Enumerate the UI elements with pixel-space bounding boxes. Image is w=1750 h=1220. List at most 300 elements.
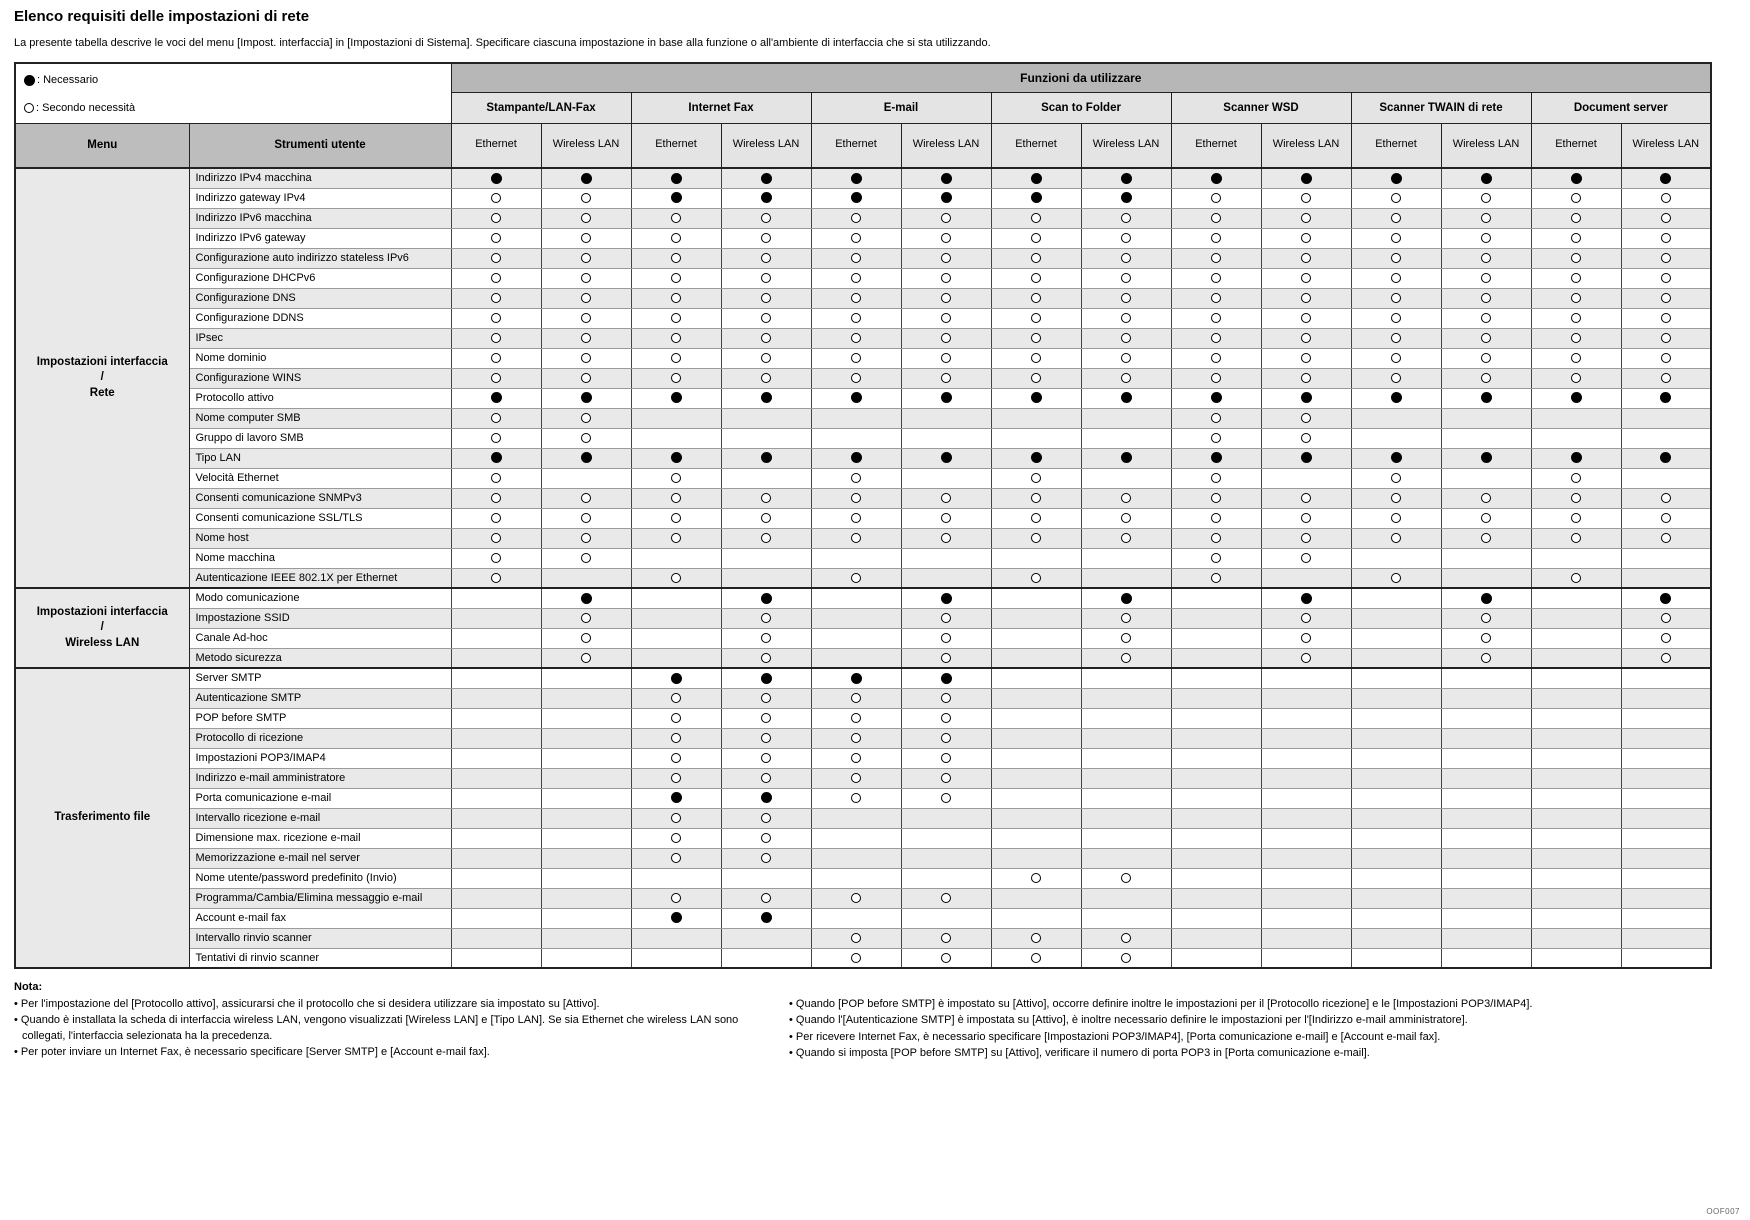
- requirement-cell: [1081, 488, 1171, 508]
- requirement-cell: [1531, 508, 1621, 528]
- required-dot: [761, 173, 772, 184]
- as-needed-dot: [1211, 433, 1221, 443]
- requirement-cell: [1261, 288, 1351, 308]
- as-needed-dot: [761, 633, 771, 643]
- requirement-cell: [721, 328, 811, 348]
- requirement-cell: [631, 228, 721, 248]
- as-needed-dot: [761, 853, 771, 863]
- requirement-cell: [1621, 568, 1711, 588]
- requirement-cell: [1441, 468, 1531, 488]
- requirement-cell: [1081, 888, 1171, 908]
- requirement-cell: [1531, 888, 1621, 908]
- table-row: [15, 688, 1711, 708]
- table-row: [15, 588, 1711, 608]
- requirement-cell: [1261, 788, 1351, 808]
- requirement-cell: [1621, 468, 1711, 488]
- as-needed-dot: [1661, 273, 1671, 283]
- as-needed-dot: [1301, 493, 1311, 503]
- requirement-cell: [901, 348, 991, 368]
- setting-label: Autenticazione SMTP: [189, 688, 451, 708]
- requirement-cell: [541, 948, 631, 968]
- as-needed-dot: [1571, 533, 1581, 543]
- as-needed-dot: [1031, 373, 1041, 383]
- requirement-cell: [901, 908, 991, 928]
- requirement-cell: [991, 528, 1081, 548]
- requirement-cell: [991, 268, 1081, 288]
- requirement-cell: [901, 488, 991, 508]
- requirement-cell: [541, 588, 631, 608]
- as-needed-dot: [671, 853, 681, 863]
- requirement-cell: [1351, 768, 1441, 788]
- required-dot: [761, 192, 772, 203]
- requirement-cell: [1531, 668, 1621, 688]
- as-needed-dot: [1301, 433, 1311, 443]
- requirement-cell: [1621, 888, 1711, 908]
- as-needed-dot: [851, 793, 861, 803]
- setting-label: Gruppo di lavoro SMB: [189, 428, 451, 448]
- as-needed-dot: [581, 533, 591, 543]
- required-dot: [671, 192, 682, 203]
- as-needed-dot: [491, 193, 501, 203]
- requirement-cell: [1351, 168, 1441, 188]
- as-needed-dot: [671, 473, 681, 483]
- required-dot: [24, 75, 35, 86]
- as-needed-dot: [761, 353, 771, 363]
- requirement-cell: [1351, 208, 1441, 228]
- table-row: [15, 928, 1711, 948]
- as-needed-dot: [761, 533, 771, 543]
- requirement-cell: [1621, 408, 1711, 428]
- requirement-cell: [901, 508, 991, 528]
- as-needed-dot: [491, 573, 501, 583]
- requirement-cell: [1531, 908, 1621, 928]
- requirement-cell: [811, 848, 901, 868]
- requirement-cell: [1351, 388, 1441, 408]
- as-needed-dot: [941, 933, 951, 943]
- requirement-cell: [811, 308, 901, 328]
- requirement-cell: [721, 688, 811, 708]
- requirement-cell: [1171, 648, 1261, 668]
- requirement-cell: [1081, 208, 1171, 228]
- as-needed-dot: [1211, 213, 1221, 223]
- as-needed-dot: [1391, 193, 1401, 203]
- requirement-cell: [541, 368, 631, 388]
- as-needed-dot: [761, 233, 771, 243]
- requirement-cell: [1171, 408, 1261, 428]
- requirement-cell: [1171, 168, 1261, 188]
- as-needed-dot: [1121, 233, 1131, 243]
- requirement-cell: [901, 328, 991, 348]
- as-needed-dot: [581, 513, 591, 523]
- requirement-cell: [1531, 728, 1621, 748]
- as-needed-dot: [1031, 293, 1041, 303]
- requirement-cell: [1621, 508, 1711, 528]
- requirement-cell: [631, 608, 721, 628]
- as-needed-dot: [671, 333, 681, 343]
- as-needed-dot: [1121, 873, 1131, 883]
- requirement-cell: [631, 948, 721, 968]
- functions-header: Funzioni da utilizzare: [451, 63, 1711, 92]
- requirement-cell: [1441, 828, 1531, 848]
- as-needed-dot: [1301, 313, 1311, 323]
- requirement-cell: [901, 568, 991, 588]
- requirement-cell: [811, 888, 901, 908]
- requirement-cell: [1441, 368, 1531, 388]
- requirement-cell: [721, 948, 811, 968]
- requirement-cell: [1531, 188, 1621, 208]
- as-needed-dot: [851, 353, 861, 363]
- as-needed-dot: [581, 233, 591, 243]
- requirement-cell: [721, 388, 811, 408]
- requirement-cell: [1621, 708, 1711, 728]
- requirement-cell: [1441, 308, 1531, 328]
- requirement-cell: [1351, 268, 1441, 288]
- requirement-cell: [1081, 468, 1171, 488]
- requirement-cell: [1531, 648, 1621, 668]
- requirement-cell: [901, 448, 991, 468]
- as-needed-dot: [1121, 273, 1131, 283]
- requirement-cell: [991, 808, 1081, 828]
- requirement-cell: [1351, 888, 1441, 908]
- setting-label: Indirizzo gateway IPv4: [189, 188, 451, 208]
- requirement-cell: [1441, 648, 1531, 668]
- requirement-cell: [1531, 268, 1621, 288]
- as-needed-dot: [581, 553, 591, 563]
- requirement-cell: [631, 728, 721, 748]
- table-row: [15, 368, 1711, 388]
- requirement-cell: [1621, 728, 1711, 748]
- as-needed-dot: [1571, 373, 1581, 383]
- as-needed-dot: [1571, 293, 1581, 303]
- as-needed-dot: [761, 293, 771, 303]
- as-needed-dot: [581, 253, 591, 263]
- requirement-cell: [1621, 688, 1711, 708]
- as-needed-dot: [491, 493, 501, 503]
- subcolumn-header-row: [15, 123, 1711, 168]
- ethernet-column-header: Ethernet: [451, 123, 541, 168]
- as-needed-dot: [1121, 633, 1131, 643]
- legend: [24, 66, 135, 122]
- setting-label: Memorizzazione e-mail nel server: [189, 848, 451, 868]
- requirement-cell: [1441, 168, 1531, 188]
- requirement-cell: [901, 168, 991, 188]
- setting-label: Tipo LAN: [189, 448, 451, 468]
- setting-label: Nome dominio: [189, 348, 451, 368]
- requirement-cell: [1081, 268, 1171, 288]
- requirement-cell: [721, 168, 811, 188]
- requirement-cell: [1621, 208, 1711, 228]
- as-needed-dot: [941, 293, 951, 303]
- network-settings-requirements-table: [14, 62, 1712, 969]
- requirement-cell: [991, 368, 1081, 388]
- requirement-cell: [1621, 268, 1711, 288]
- requirement-cell: [1441, 688, 1531, 708]
- setting-label: Nome host: [189, 528, 451, 548]
- wireless-lan-column-header: Wireless LAN: [901, 123, 991, 168]
- requirement-cell: [1621, 948, 1711, 968]
- setting-label: Protocollo attivo: [189, 388, 451, 408]
- requirement-cell: [451, 808, 541, 828]
- as-needed-dot: [1391, 253, 1401, 263]
- as-needed-dot: [1301, 533, 1311, 543]
- requirement-cell: [1261, 688, 1351, 708]
- requirement-cell: [1171, 268, 1261, 288]
- requirement-cell: [1351, 528, 1441, 548]
- as-needed-dot: [851, 693, 861, 703]
- requirement-cell: [541, 468, 631, 488]
- wireless-lan-column-header: Wireless LAN: [541, 123, 631, 168]
- requirement-cell: [1171, 368, 1261, 388]
- as-needed-dot: [1301, 353, 1311, 363]
- requirement-cell: [901, 188, 991, 208]
- table-row: [15, 768, 1711, 788]
- requirement-cell: [541, 188, 631, 208]
- requirement-cell: [1081, 568, 1171, 588]
- as-needed-dot: [581, 353, 591, 363]
- requirement-cell: [631, 708, 721, 728]
- requirement-cell: [631, 868, 721, 888]
- required-dot: [1301, 593, 1312, 604]
- requirement-cell: [721, 608, 811, 628]
- requirement-cell: [541, 348, 631, 368]
- requirement-cell: [721, 588, 811, 608]
- notes-heading: Nota:: [14, 981, 43, 993]
- as-needed-dot: [851, 933, 861, 943]
- requirement-cell: [1171, 568, 1261, 588]
- as-needed-dot: [1571, 333, 1581, 343]
- requirement-cell: [991, 288, 1081, 308]
- as-needed-dot: [1031, 933, 1041, 943]
- required-dot: [761, 792, 772, 803]
- requirement-cell: [541, 928, 631, 948]
- requirement-cell: [721, 668, 811, 688]
- requirement-cell: [1621, 368, 1711, 388]
- table-row: [15, 328, 1711, 348]
- requirement-cell: [1261, 668, 1351, 688]
- requirement-cell: [541, 168, 631, 188]
- as-needed-dot: [1301, 273, 1311, 283]
- notes-left-column: [14, 980, 789, 1062]
- requirement-cell: [1261, 228, 1351, 248]
- requirement-cell: [811, 228, 901, 248]
- as-needed-dot: [491, 273, 501, 283]
- requirement-cell: [1441, 848, 1531, 868]
- requirement-cell: [1621, 228, 1711, 248]
- as-needed-dot: [671, 573, 681, 583]
- requirement-cell: [1081, 368, 1171, 388]
- as-needed-dot: [1661, 533, 1671, 543]
- requirement-cell: [1441, 408, 1531, 428]
- as-needed-dot: [671, 513, 681, 523]
- as-needed-dot: [761, 693, 771, 703]
- requirement-cell: [1081, 868, 1171, 888]
- as-needed-dot: [761, 833, 771, 843]
- requirement-cell: [991, 768, 1081, 788]
- requirement-cell: [991, 608, 1081, 628]
- requirement-cell: [1171, 548, 1261, 568]
- setting-label: Consenti comunicazione SSL/TLS: [189, 508, 451, 528]
- required-dot: [941, 173, 952, 184]
- requirement-cell: [1351, 908, 1441, 928]
- requirement-cell: [451, 708, 541, 728]
- requirement-cell: [811, 828, 901, 848]
- requirement-cell: [811, 668, 901, 688]
- required-dot: [1121, 593, 1132, 604]
- table-row: [15, 408, 1711, 428]
- as-needed-dot: [761, 273, 771, 283]
- required-dot: [1031, 173, 1042, 184]
- required-dot: [761, 912, 772, 923]
- function-group-header: Internet Fax: [631, 92, 811, 123]
- as-needed-dot: [1211, 193, 1221, 203]
- requirement-cell: [901, 648, 991, 668]
- required-dot: [761, 392, 772, 403]
- requirement-cell: [541, 708, 631, 728]
- setting-label: Intervallo ricezione e-mail: [189, 808, 451, 828]
- requirement-cell: [1621, 828, 1711, 848]
- requirement-cell: [1441, 248, 1531, 268]
- requirement-cell: [1531, 688, 1621, 708]
- required-dot: [851, 192, 862, 203]
- setting-label: Configurazione DHCPv6: [189, 268, 451, 288]
- requirement-cell: [1531, 868, 1621, 888]
- requirement-cell: [1261, 308, 1351, 328]
- table-row: [15, 348, 1711, 368]
- requirement-cell: [1261, 468, 1351, 488]
- as-needed-dot: [1571, 493, 1581, 503]
- requirement-cell: [631, 528, 721, 548]
- requirement-cell: [811, 508, 901, 528]
- as-needed-dot: [1031, 953, 1041, 963]
- requirement-cell: [811, 708, 901, 728]
- requirement-cell: [631, 688, 721, 708]
- as-needed-dot: [1661, 493, 1671, 503]
- requirement-cell: [1081, 308, 1171, 328]
- requirement-cell: [901, 828, 991, 848]
- as-needed-dot: [1301, 233, 1311, 243]
- requirement-cell: [811, 808, 901, 828]
- required-dot: [1121, 192, 1132, 203]
- requirement-cell: [811, 388, 901, 408]
- requirement-cell: [541, 528, 631, 548]
- wireless-lan-column-header: Wireless LAN: [721, 123, 811, 168]
- requirement-cell: [1261, 448, 1351, 468]
- as-needed-dot: [1121, 333, 1131, 343]
- requirement-cell: [1441, 748, 1531, 768]
- requirement-cell: [631, 908, 721, 928]
- required-dot: [851, 173, 862, 184]
- requirement-cell: [721, 848, 811, 868]
- requirement-cell: [631, 668, 721, 688]
- setting-label: Server SMTP: [189, 668, 451, 688]
- requirement-cell: [811, 928, 901, 948]
- requirement-cell: [1171, 948, 1261, 968]
- requirement-cell: [1261, 188, 1351, 208]
- as-needed-dot: [491, 473, 501, 483]
- requirement-cell: [991, 948, 1081, 968]
- requirement-cell: [631, 508, 721, 528]
- as-needed-dot: [581, 313, 591, 323]
- requirement-cell: [451, 308, 541, 328]
- requirement-cell: [1081, 548, 1171, 568]
- requirement-cell: [1531, 228, 1621, 248]
- as-needed-dot: [1211, 333, 1221, 343]
- function-group-header: Document server: [1531, 92, 1711, 123]
- requirement-cell: [1621, 288, 1711, 308]
- as-needed-dot: [671, 713, 681, 723]
- requirement-cell: [721, 868, 811, 888]
- required-dot: [941, 452, 952, 463]
- setting-label: Impostazione SSID: [189, 608, 451, 628]
- requirement-cell: [1081, 748, 1171, 768]
- requirement-cell: [991, 928, 1081, 948]
- as-needed-dot: [1031, 353, 1041, 363]
- as-needed-dot: [491, 353, 501, 363]
- required-dot: [581, 593, 592, 604]
- requirement-cell: [1621, 428, 1711, 448]
- note-item: • Per poter inviare un Internet Fax, è necessario specificare [Server SMTP] e [Account e-mail fax].: [14, 1045, 490, 1058]
- as-needed-dot: [1661, 653, 1671, 663]
- requirement-cell: [1621, 788, 1711, 808]
- requirement-cell: [811, 528, 901, 548]
- as-needed-dot: [941, 493, 951, 503]
- as-needed-dot: [851, 333, 861, 343]
- requirement-cell: [541, 868, 631, 888]
- requirement-cell: [541, 328, 631, 348]
- requirement-cell: [1081, 728, 1171, 748]
- requirement-cell: [1351, 308, 1441, 328]
- requirement-cell: [1351, 548, 1441, 568]
- as-needed-dot: [671, 373, 681, 383]
- requirement-cell: [991, 748, 1081, 768]
- requirement-cell: [1621, 588, 1711, 608]
- table-row: [15, 288, 1711, 308]
- required-dot: [1571, 173, 1582, 184]
- requirement-cell: [901, 608, 991, 628]
- as-needed-dot: [491, 333, 501, 343]
- as-needed-dot: [1301, 613, 1311, 623]
- requirement-cell: [1081, 188, 1171, 208]
- as-needed-dot: [1571, 253, 1581, 263]
- as-needed-dot: [1571, 273, 1581, 283]
- as-needed-dot: [1571, 213, 1581, 223]
- ethernet-column-header: Ethernet: [1351, 123, 1441, 168]
- as-needed-dot: [1211, 493, 1221, 503]
- requirement-cell: [1351, 588, 1441, 608]
- as-needed-dot: [581, 213, 591, 223]
- as-needed-dot: [1391, 473, 1401, 483]
- as-needed-dot: [1031, 253, 1041, 263]
- as-needed-dot: [1661, 373, 1671, 383]
- as-needed-dot: [1211, 413, 1221, 423]
- requirement-cell: [1621, 808, 1711, 828]
- requirement-cell: [1351, 628, 1441, 648]
- requirement-cell: [1081, 768, 1171, 788]
- setting-label: Consenti comunicazione SNMPv3: [189, 488, 451, 508]
- table-row: [15, 848, 1711, 868]
- required-dot: [761, 593, 772, 604]
- as-needed-dot: [941, 533, 951, 543]
- requirement-cell: [1171, 388, 1261, 408]
- requirement-cell: [721, 308, 811, 328]
- requirement-cell: [901, 428, 991, 448]
- requirement-cell: [1081, 508, 1171, 528]
- requirement-cell: [1441, 488, 1531, 508]
- as-needed-dot: [761, 333, 771, 343]
- requirement-cell: [451, 288, 541, 308]
- setting-label: Nome macchina: [189, 548, 451, 568]
- requirement-cell: [1081, 448, 1171, 468]
